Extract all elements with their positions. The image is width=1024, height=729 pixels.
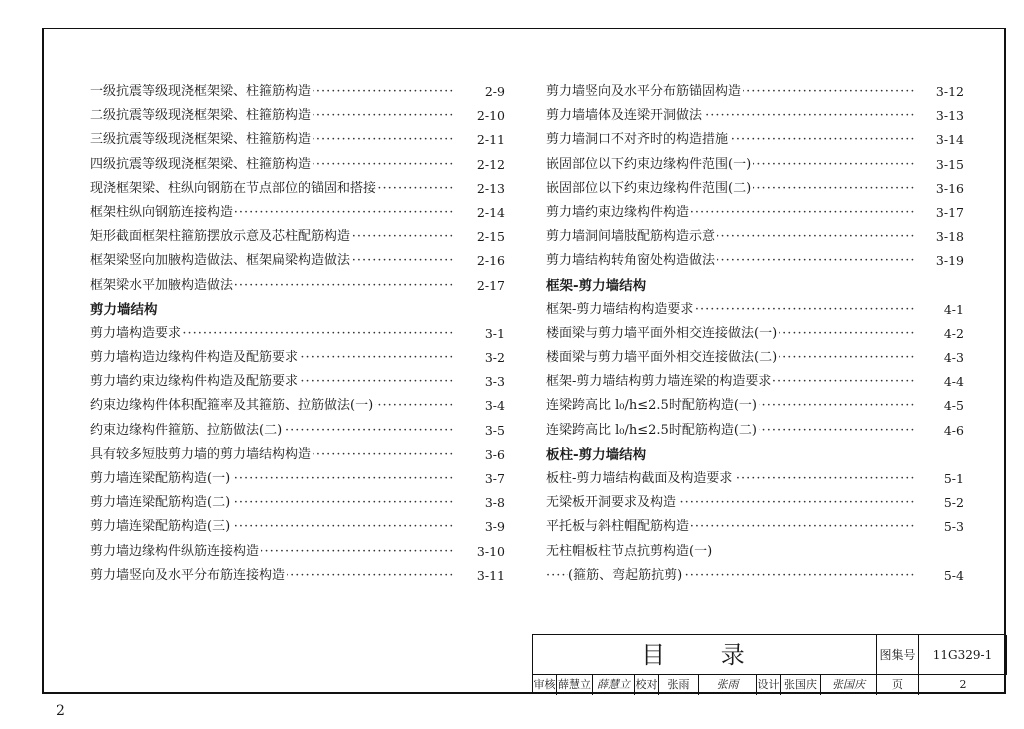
toc-entry-title: 二级抗震等级现浇框架梁、柱箍筋构造 bbox=[90, 108, 312, 124]
toc-entry-page: 2-16 bbox=[457, 249, 505, 273]
toc-entry-title: 板柱-剪力墙结构截面及构造要求 bbox=[546, 471, 733, 486]
toc-entry-title: 剪力墙连梁配筋构造(三) bbox=[90, 519, 231, 535]
designer-signature: 张国庆 bbox=[821, 675, 877, 695]
title-cell bbox=[533, 635, 877, 675]
toc-entry-page: 2-11 bbox=[457, 128, 505, 152]
page-label: 页 bbox=[877, 675, 919, 695]
toc-entry bbox=[546, 249, 964, 273]
toc-entry bbox=[90, 370, 505, 394]
toc-entry bbox=[546, 394, 964, 418]
section-heading-text: 板柱-剪力墙结构 bbox=[546, 446, 647, 463]
toc-entry-page: 5-1 bbox=[916, 467, 964, 491]
toc-entry bbox=[90, 274, 505, 298]
toc-entry-title: 楼面梁与剪力墙平面外相交连接做法(一) bbox=[546, 325, 778, 341]
toc-entry-title: 剪力墙竖向及水平分布筋连接构造 bbox=[90, 567, 286, 583]
toc-entry-page: 5-3 bbox=[916, 515, 964, 539]
checker-signature: 张雨 bbox=[699, 675, 757, 695]
toc-entry-page: 3-10 bbox=[457, 540, 505, 564]
toc-entry-page: 3-11 bbox=[457, 564, 505, 588]
toc-entry bbox=[90, 80, 505, 104]
toc-entry-page: 3-18 bbox=[916, 225, 964, 249]
toc-entry-title: 框架梁水平加腋构造做法 bbox=[90, 277, 234, 293]
title-block bbox=[532, 634, 1006, 694]
toc-entry-title: 框架-剪力墙结构剪力墙连梁的构造要求 bbox=[546, 374, 772, 390]
toc-entry-page: 2-17 bbox=[457, 274, 505, 298]
toc-entry-page: 3-8 bbox=[457, 491, 505, 515]
toc-entry bbox=[90, 225, 505, 249]
toc-entry bbox=[546, 322, 964, 346]
toc-entry-title: 嵌固部位以下约束边缘构件范围(一) bbox=[546, 156, 752, 172]
toc-entry-page: 3-15 bbox=[916, 153, 964, 177]
toc-entry-page: 3-13 bbox=[916, 104, 964, 128]
toc-entry-page: 3-4 bbox=[457, 394, 505, 418]
toc-entry-page: 3-2 bbox=[457, 346, 505, 370]
toc-entry bbox=[90, 443, 505, 467]
toc-entry-title: 剪力墙构造要求 bbox=[90, 325, 182, 341]
toc-entry-page: 3-9 bbox=[457, 515, 505, 539]
toc-entry-title: 剪力墙墙体及连梁开洞做法 bbox=[546, 108, 703, 124]
toc-entry bbox=[546, 491, 964, 515]
toc-entry bbox=[546, 540, 964, 564]
toc-entry-page: 5-4 bbox=[916, 564, 964, 588]
toc-entry-title: 剪力墙边缘构件纵筋连接构造 bbox=[90, 543, 260, 559]
toc-entry-page: 3-7 bbox=[457, 467, 505, 491]
toc-entry bbox=[90, 419, 505, 443]
toc-entry-title: 剪力墙构造边缘构件构造及配筋要求 bbox=[90, 350, 299, 366]
toc-entry bbox=[90, 564, 505, 588]
toc-entry-page: 3-5 bbox=[457, 419, 505, 443]
toc-entry bbox=[90, 491, 505, 515]
toc-entry bbox=[546, 515, 964, 539]
toc-entry bbox=[90, 128, 505, 152]
toc-entry-title: 一级抗震等级现浇框架梁、柱箍筋构造 bbox=[90, 84, 312, 99]
toc-entry-page: 3-16 bbox=[916, 177, 964, 201]
toc-entry-page: 3-1 bbox=[457, 322, 505, 346]
toc-entry-page: 3-17 bbox=[916, 201, 964, 225]
section-heading bbox=[546, 274, 964, 298]
toc-entry bbox=[546, 467, 964, 491]
sheet-page-number: 2 bbox=[959, 678, 967, 691]
toc-entry bbox=[546, 153, 964, 177]
signature-row bbox=[533, 675, 1007, 695]
designer-name: 张国庆 bbox=[781, 675, 821, 695]
toc-entry bbox=[546, 201, 964, 225]
atlas-number: 11G329-1 bbox=[919, 635, 1007, 675]
toc-entry-title: 框架梁竖向加腋构造做法、框架扁梁构造做法 bbox=[90, 253, 351, 269]
toc-entry-title: 剪力墙洞口不对齐时的构造措施 bbox=[546, 132, 729, 148]
toc-entry-page: 4-1 bbox=[916, 298, 964, 322]
toc-entry-page: 4-4 bbox=[916, 370, 964, 394]
toc-entry-page: 4-6 bbox=[916, 419, 964, 443]
toc-entry-page: 3-3 bbox=[457, 370, 505, 394]
section-heading bbox=[90, 298, 505, 322]
toc-entry bbox=[546, 298, 964, 322]
toc-entry bbox=[90, 249, 505, 273]
toc-entry-title: 剪力墙约束边缘构件构造及配筋要求 bbox=[90, 374, 299, 390]
toc-entry-page: 5-2 bbox=[916, 491, 964, 515]
page-number: 2 bbox=[56, 703, 65, 719]
toc-entry-title: 矩形截面框架柱箍筋摆放示意及芯柱配筋构造 bbox=[90, 229, 351, 245]
toc-entry-title: 现浇框架梁、柱纵向钢筋在节点部位的锚固和搭接 bbox=[90, 180, 377, 196]
toc-entry-page: 2-12 bbox=[457, 153, 505, 177]
toc-entry bbox=[546, 370, 964, 394]
section-heading bbox=[546, 443, 964, 467]
toc-entry-title: 剪力墙约束边缘构件构造 bbox=[546, 204, 690, 220]
review-label: 审核 bbox=[533, 675, 557, 695]
toc-entry-page: 4-5 bbox=[916, 394, 964, 418]
toc-entry-page: 2-13 bbox=[457, 177, 505, 201]
toc-entry bbox=[546, 104, 964, 128]
toc-entry-title: 无梁板开洞要求及构造 bbox=[546, 495, 677, 511]
toc-entry-title: 三级抗震等级现浇框架梁、柱箍筋构造 bbox=[90, 132, 312, 148]
toc-entry bbox=[546, 564, 964, 588]
section-heading-text: 剪力墙结构 bbox=[90, 301, 158, 318]
toc-entry-title: 无柱帽板柱节点抗剪构造(一) bbox=[546, 543, 713, 559]
toc-entry bbox=[90, 177, 505, 201]
toc-entry bbox=[546, 128, 964, 152]
toc-entry-title: 连梁跨高比 l₀/h≤2.5时配筋构造(一) bbox=[546, 398, 757, 414]
toc-entry-page: 3-12 bbox=[916, 80, 964, 104]
toc-entry bbox=[90, 467, 505, 491]
toc-entry-page: 4-2 bbox=[916, 322, 964, 346]
checker-name: 张雨 bbox=[659, 675, 699, 695]
toc-entry-title: 剪力墙连梁配筋构造(二) bbox=[90, 495, 231, 511]
check-label: 校对 bbox=[635, 675, 659, 695]
toc-entry bbox=[546, 419, 964, 443]
toc-entry-page: 3-6 bbox=[457, 443, 505, 467]
toc-entry bbox=[90, 201, 505, 225]
toc-entry bbox=[546, 225, 964, 249]
toc-entry-page: 2-10 bbox=[457, 104, 505, 128]
reviewer-signature: 薛慧立 bbox=[593, 675, 635, 695]
toc-entry bbox=[546, 80, 964, 104]
toc-entry bbox=[90, 322, 505, 346]
toc-entry-title: 约束边缘构件箍筋、拉筋做法(二) bbox=[90, 422, 283, 438]
toc-entry-page: 4-3 bbox=[916, 346, 964, 370]
toc-entry bbox=[90, 153, 505, 177]
toc-entry-page: 2-15 bbox=[457, 225, 505, 249]
toc-entry-title: 剪力墙结构转角窗处构造做法 bbox=[546, 253, 716, 269]
toc-entry-title: 剪力墙洞间墙肢配筋构造示意 bbox=[546, 229, 716, 245]
toc-entry bbox=[90, 346, 505, 370]
toc-entry bbox=[90, 104, 505, 128]
toc-entry-page: 2-14 bbox=[457, 201, 505, 225]
toc-entry-title: (箍筋、弯起筋抗剪) bbox=[568, 567, 683, 583]
toc-entry bbox=[90, 515, 505, 539]
section-heading-text: 框架-剪力墙结构 bbox=[546, 277, 647, 294]
toc-entry-title: 框架柱纵向钢筋连接构造 bbox=[90, 204, 234, 220]
toc-entry-page: 2-9 bbox=[457, 80, 505, 104]
toc-entry-title: 框架-剪力墙结构构造要求 bbox=[546, 301, 694, 317]
toc-entry-page: 3-14 bbox=[916, 128, 964, 152]
toc-entry bbox=[90, 394, 505, 418]
toc-entry-title: 四级抗震等级现浇框架梁、柱箍筋构造 bbox=[90, 156, 312, 172]
toc-right-column bbox=[546, 80, 964, 588]
toc-entry-title: 剪力墙连梁配筋构造(一) bbox=[90, 471, 231, 486]
document-title: 目 录 bbox=[641, 641, 769, 669]
toc-entry-title: 连梁跨高比 l₀/h≤2.5时配筋构造(二) bbox=[546, 422, 757, 438]
toc-entry bbox=[546, 346, 964, 370]
toc-entry bbox=[90, 540, 505, 564]
atlas-label: 图集号 bbox=[877, 635, 919, 675]
toc-entry-title: 剪力墙竖向及水平分布筋锚固构造 bbox=[546, 84, 742, 99]
toc-entry-title: 平托板与斜柱帽配筋构造 bbox=[546, 519, 690, 535]
reviewer-name: 薛慧立 bbox=[557, 675, 593, 695]
toc-entry-title: 约束边缘构件体积配箍率及其箍筋、拉筋做法(一) bbox=[90, 398, 374, 414]
toc-entry-title: 嵌固部位以下约束边缘构件范围(二) bbox=[546, 180, 752, 196]
design-label: 设计 bbox=[757, 675, 781, 695]
toc-entry-page: 3-19 bbox=[916, 249, 964, 273]
toc-left-column bbox=[90, 80, 505, 588]
toc-entry bbox=[546, 177, 964, 201]
toc-entry-title: 具有较多短肢剪力墙的剪力墙结构构造 bbox=[90, 446, 312, 462]
toc-entry-title: 楼面梁与剪力墙平面外相交连接做法(二) bbox=[546, 350, 778, 366]
